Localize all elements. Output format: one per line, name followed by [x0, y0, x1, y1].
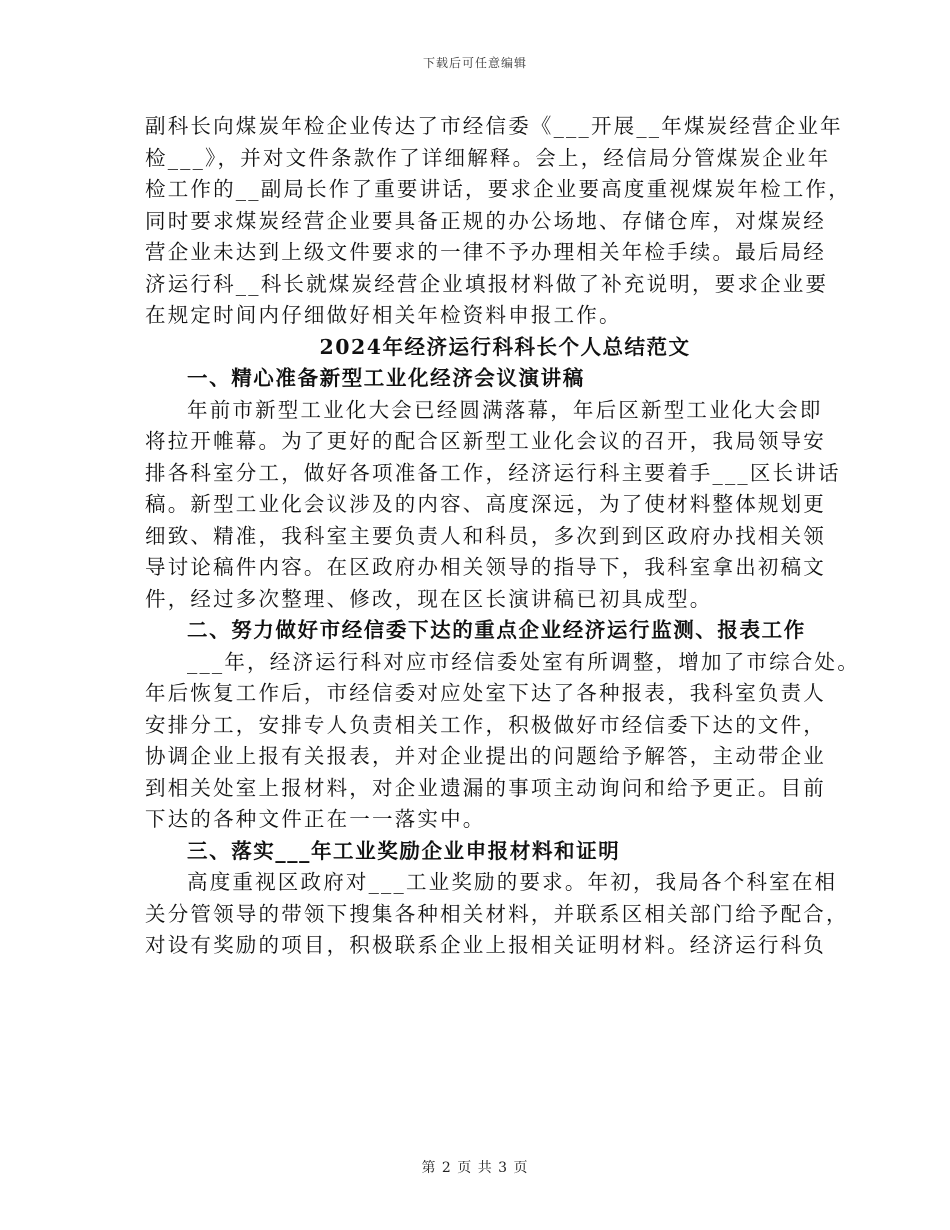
paragraph-line: 济运行科__科长就煤炭经营企业填报材料做了补充说明，要求企业要 [145, 271, 829, 296]
paragraph-line: 细致、精准，我科室主要负责人和科员，多次到到区政府办找相关领 [145, 523, 826, 548]
paragraph-line: 年后恢复工作后，市经信委对应处室下达了各种报表，我科室负责人 [145, 681, 826, 705]
paragraph-line: 下达的各种文件正在一一落实中。 [145, 807, 486, 831]
paragraph-line: 检工作的__副局长作了重要讲话，要求企业要高度重视煤炭年检工作， [145, 177, 851, 201]
document-body [145, 111, 860, 962]
section-3 [145, 836, 849, 962]
paragraph-line: 将拉开帷幕。为了更好的配合区新型工业化会议的召开，我局领导安 [145, 429, 826, 453]
paragraph-line: 对设有奖励的项目，积极联系企业上报相关证明材料。经济运行科负 [145, 933, 826, 957]
page-number: 第 2 页 共 3 页 [421, 1160, 529, 1176]
paragraph-line: 安排分工，安排专人负责相关工作，积极做好市经信委下达的文件， [145, 712, 826, 737]
paragraph-line: 副科长向煤炭年检企业传达了市经信委《___开展__年煤炭经营企业年 [145, 114, 843, 138]
section-2 [145, 615, 860, 836]
lead-paragraph [145, 111, 851, 332]
paragraph-line: 件，经过多次整理、修改，现在区长演讲稿已初具成型。 [145, 586, 713, 611]
paragraph-line: 营企业未达到上级文件要求的一律不予办理相关年检手续。最后局经 [145, 240, 826, 264]
page-header: 下载后可任意编辑 [422, 56, 527, 70]
paragraph-line: 关分管领导的带领下搜集各种相关材料，并联系区相关部门给予配合， [145, 901, 849, 926]
paragraph-line: 在规定时间内仔细做好相关年检资料申报工作。 [145, 303, 622, 327]
paragraph-line: 检___》，并对文件条款作了详细解释。会上，经信局分管煤炭企业年 [145, 145, 831, 170]
section-heading: 二、努力做好市经信委下达的重点企业经济运行监测、报表工作 [187, 618, 806, 642]
paragraph-line: 排各科室分工，做好各项准备工作，经济运行科主要着手___区长讲话 [145, 460, 841, 485]
section-1 [145, 363, 841, 615]
paragraph-line: 稿。新型工业化会议涉及的内容、高度深远，为了使材料整体规划更 [145, 492, 826, 516]
paragraph-line: 同时要求煤炭经营企业要具备正规的办公场地、存储仓库，对煤炭经 [145, 208, 826, 233]
paragraph-line: 高度重视区政府对___工业奖励的要求。年初，我局各个科室在相 [187, 870, 838, 894]
paragraph-line: 导讨论稿件内容。在区政府办相关领导的指导下，我科室拿出初稿文 [145, 555, 826, 579]
document-title: 2024年经济运行科科长个人总结范文 [319, 334, 691, 359]
section-heading: 三、落实___年工业奖励企业申报材料和证明 [187, 838, 621, 863]
paragraph-line: 到相关处室上报材料，对企业遗漏的事项主动询问和给予更正。目前 [145, 775, 826, 800]
paragraph-line: 协调企业上报有关报表，并对企业提出的问题给予解答，主动带企业 [145, 744, 826, 768]
paragraph-line: ___年，经济运行科对应市经信委处室有所调整，增加了市综合处。 [187, 649, 860, 674]
section-heading: 一、精心准备新型工业化经济会议演讲稿 [187, 366, 585, 390]
paragraph-line: 年前市新型工业化大会已经圆满落幕，年后区新型工业化大会即 [187, 397, 823, 422]
